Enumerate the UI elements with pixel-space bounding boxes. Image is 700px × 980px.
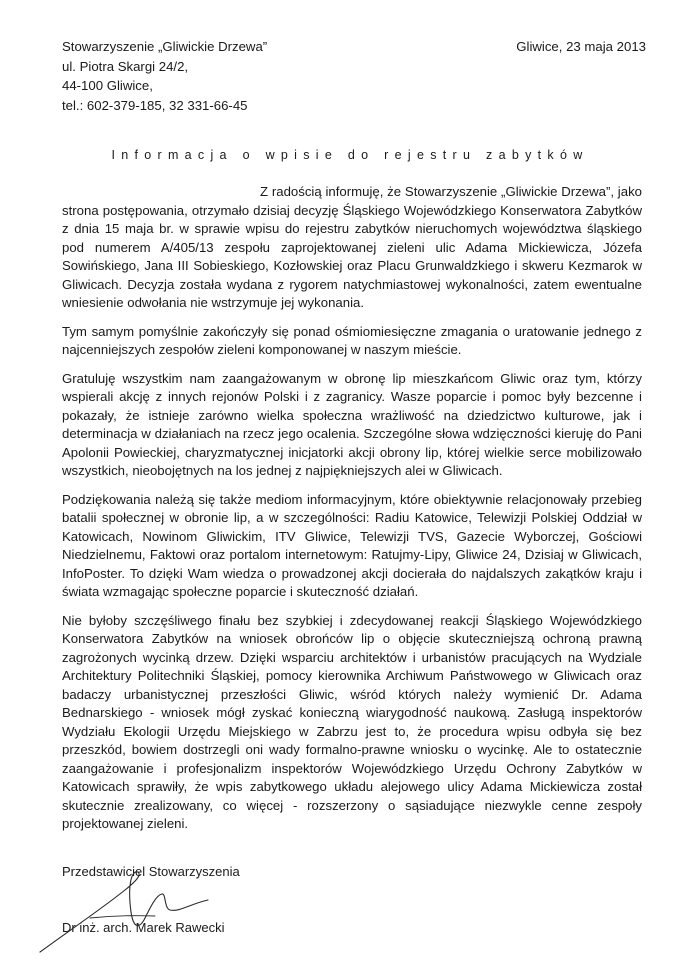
place-and-date: Gliwice, 23 maja 2013 [516,39,646,54]
signatory-name: Dr inż. arch. Marek Rawecki [62,920,225,935]
paragraph-2: Tym samym pomyślnie zakończyły się ponad ośmiomiesięczne zmagania o uratowanie jednego z najcenniejszych zespołów zieleni komponowanej w naszym mieście. [62,323,642,357]
letter-body [62,183,642,844]
paragraph-5: Nie byłoby szczęśliwego finału bez szybkiej i zdecydowanej reakcji Śląskiego Wojewódzkiego Konserwatora Zabytków na wniosek obrońców lip o objęcie skuteczniejszą ochroną prawną zagrożonych wycinką drzew. Dzięki wsparciu architektów i urbanistów pracujących na Wydziale Architektury Politechniki Śląskiej, pomocy kierownika Archiwum Państwowego w Gliwicach oraz badaczy urbanistycznej przeszłości Gliwic, wśród których należy wymienić Dr. Adama Bednarskiego - wniosek mógł zyskać konieczną wiarygodność naukową. Zasługą inspektorów Wydziału Ekologii Urzędu Miejskiego w Zabrzu jest to, że procedura wpisu odbyła się bez przeszkód, bowiem dostrzegli oni wady formalno-prawne wniosku o wycinkę. Ale to ostatecznie zaangażowanie i profesjonalizm inspektorów Wojewódzkiego Urzędu Ochrony Zabytków w Katowicach sprawiły, że wpis zabytkowego układu alejowego ulicy Adama Mickiewicza został skutecznie zrealizowany, co więcej - rozszerzony o sąsiadujące niezwykle cenne zespoły projektowanej zieleni. [62,612,642,831]
sender-phone: tel.: 602-379-185, 32 331-66-45 [62,97,248,113]
letter-title: Informacja o wpisie do rejestru zabytków [111,148,589,162]
paragraph-3: Gratuluję wszystkim nam zaangażowanym w obronę lip mieszkańcom Gliwic oraz tym, którzy wspierali akcję z innych rejonów Polski i z zagranicy. Wasze poparcie i pomoc były bezcenne i pokazały, że istnieje zarówno wielka społeczna wrażliwość na dziedzictwo kulturowe, jak i determinacja w działaniach na rzecz jego ocalenia. Szczególne słowa wdzięczności kieruję do Pani Apolonii Powieckiej, charyzmatycznej inicjatorki akcji obrony lip, której wielkie serce mobilizowało wszystkich, nieobojętnych na los jednej z najpiękniejszych alei w Gliwicach. [62,370,642,478]
signature-block [62,862,240,935]
paragraph-1: Z radością informuję, że Stowarzyszenie „Gliwickie Drzewa”, jako strona postępowania, otrzymało dzisiaj decyzję Śląskiego Wojewódzkiego Konserwatora Zabytków z dnia 15 maja br. w sprawie wpisu do rejestru zabytków nieruchomych województwa śląskiego pod numerem A/405/13 zespołu zaprojektowanej zieleni ulic Adama Mickiewicza, Józefa Sowińskiego, Jana III Sobieskiego, Kozłowskiej oraz Placu Grunwaldzkiego i skweru Kezmarok w Gliwicach. Decyzja została wydana z rygorem natychmiastowej wykonalności, zatem ewentualne wniesienie odwołania nie wstrzymuje jej wykonania. [62,184,642,310]
sender-street: ul. Piotra Skargi 24/2, [62,58,189,74]
sender-name: Stowarzyszenie „Gliwickie Drzewa” [62,39,268,54]
paragraph-4: Podziękowania należą się także mediom informacyjnym, które obiektywnie relacjonowały przebieg batalii społecznej w obronie lip, a w szczególności: Radiu Katowice, Telewizji Polskiej Oddział w Katowicach, Nowinom Gliwickim, ITV Gliwice, Telewizji TVS, Gazecie Wyborczej, Gościowi Niedzielnemu, Faktowi oraz portalom internetowym: Ratujmy-Lipy, Gliwice 24, Dzisiaj w Gliwicach, InfoPoster. To dzięki Wam wiedza o prowadzonej akcji docierała do najdalszych zakątków kraju i świata wzmagając społeczne poparcie i skuteczność działań. [62,491,642,599]
sender-city: 44-100 Gliwice, [62,78,153,93]
sender-address-block [62,37,267,115]
signatory-role: Przedstawiciel Stowarzyszenia [62,864,240,879]
